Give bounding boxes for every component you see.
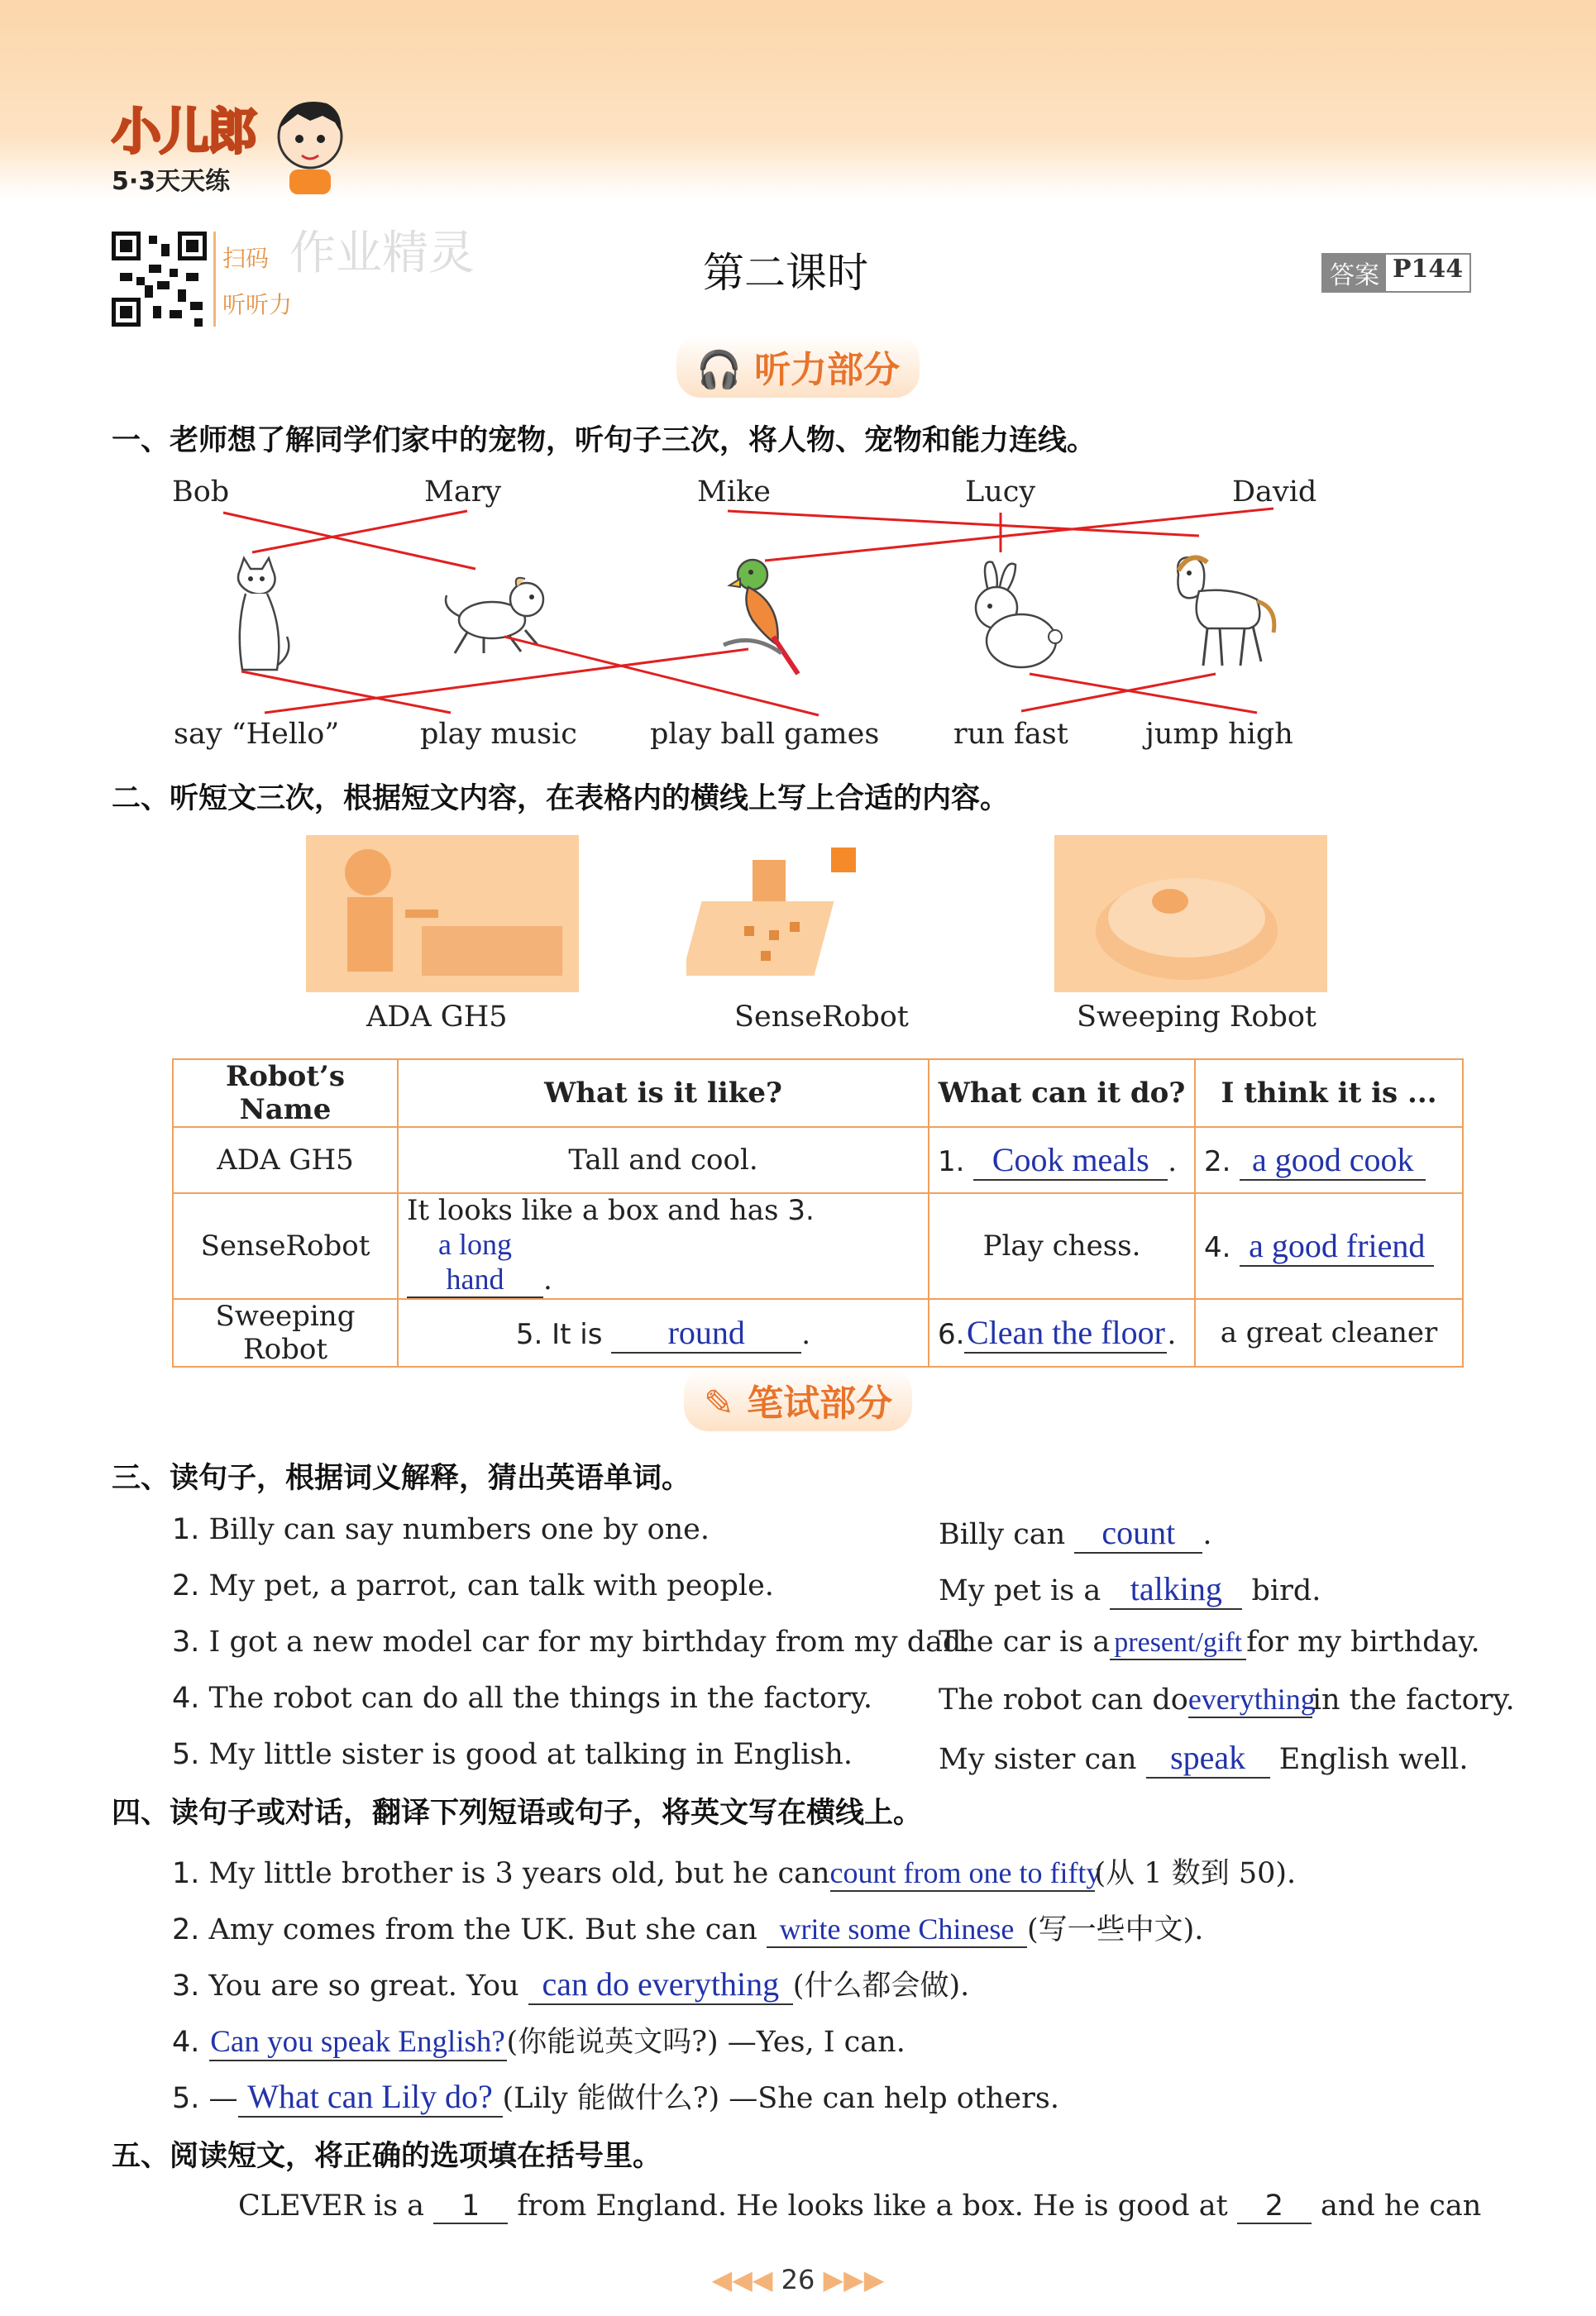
q1-heading: 一、老师想了解同学们家中的宠物，听句子三次，将人物、宠物和能力连线。 [112,424,1097,457]
answer-blank[interactable]: write some Chinese [767,1912,1027,1948]
q4-item [172,1850,1296,1892]
cell-text: 5. It is [515,1317,603,1351]
passage-blank[interactable]: 1 [433,2189,508,2224]
q3-answer-line [939,1569,1321,1610]
cell: Sweeping Robot [173,1299,398,1367]
q5-heading: 五、阅读短文，将正确的选项填在括号里。 [112,2140,662,2173]
answer-blank[interactable]: count from one to fifty [830,1855,1095,1892]
q4-item [172,1963,969,2005]
answer-prefix: My pet is a [939,1574,1101,1607]
col-header: What can it do? [929,1059,1195,1127]
pencil-icon: ✎ [703,1382,734,1425]
passage-blank[interactable]: 2 [1237,2189,1312,2224]
q3-item [172,1513,710,1546]
answer-blank[interactable]: can do everything [528,1965,793,2005]
item-sentence: My pet, a parrot, can talk with people. [208,1569,774,1602]
caption-ada: ADA GH5 [366,1000,508,1034]
cell-text: It looks like a box and has [407,1194,779,1227]
cell: 5. It is round . [398,1299,929,1367]
item-number: 2. [172,1569,200,1602]
answer-blank[interactable]: a good cook [1240,1140,1426,1181]
col-header: I think it is ... [1195,1059,1463,1127]
item-number: 5. [172,2082,200,2115]
name-bob: Bob [172,475,230,509]
name-david: David [1232,475,1317,509]
blank-number: 6. [938,1317,965,1351]
q3-item [172,1682,872,1715]
answer-blank[interactable]: Can you speak English? [209,2024,507,2061]
cell: It looks like a box and has 3.a long hand . [398,1193,929,1299]
answer-prefix: The robot can do [939,1683,1188,1717]
ability-say-hello: say “Hello” [174,718,340,751]
answer-blank[interactable]: Cook meals [973,1140,1168,1181]
match-line [252,511,467,552]
item-prefix: — [208,2082,238,2115]
answer-blank[interactable]: present/gift [1110,1627,1246,1660]
ability-run-fast: run fast [953,718,1068,751]
q3-answer-line [939,1738,1468,1779]
answer-prefix: Billy can [939,1518,1066,1551]
item-suffix: (你能说英文吗?) —Yes, I can. [506,2026,906,2059]
item-number: 1. [172,1857,200,1890]
item-number: 5. [172,1738,200,1771]
answer-suffix: bird. [1251,1574,1321,1607]
robot-image-sweeping [1054,835,1327,992]
answer-blank[interactable]: a good friend [1240,1226,1434,1267]
item-prefix: You are so great. You [208,1970,519,2003]
answer-blank[interactable]: What can Lily do? [238,2077,503,2118]
col-header: What is it like? [398,1059,929,1127]
caption-sweeping: Sweeping Robot [1077,1000,1316,1034]
answer-blank[interactable]: speak [1146,1738,1270,1779]
item-number: 3. [172,1970,200,2003]
robot-table [172,1058,1464,1368]
answer-blank[interactable]: round [611,1313,801,1354]
item-suffix: (什么都会做). [792,1970,970,2003]
cell [1195,1193,1463,1299]
lesson-title: 第二课时 [703,249,868,297]
left-arrows-icon: ◀◀◀ [711,2264,773,2295]
match-line [1021,674,1216,711]
q3-answer-line [939,1682,1515,1718]
q4-item [172,2075,1059,2118]
answer-blank[interactable]: a long hand [407,1227,543,1298]
right-arrows-icon: ▶▶▶ [823,2264,885,2295]
logo-sub: 5·3天天练 [112,167,231,196]
cell: Tall and cool. [398,1127,929,1193]
page-footer [0,2264,1596,2295]
q2-heading: 二、听短文三次，根据短文内容，在表格内的横线上写上合适的内容。 [112,782,1010,815]
q4-heading: 四、读句子或对话，翻译下列短语或句子，将英文写在横线上。 [112,1797,923,1830]
answer-blank[interactable]: count [1074,1513,1202,1554]
table-row [173,1127,1463,1193]
name-mike: Mike [697,475,771,509]
watermark: 作业精灵 [289,227,475,280]
scan-line1: 扫码 [222,245,270,272]
q3-item [172,1738,853,1771]
table-row [173,1193,1463,1299]
logo-main: 小儿郎 [112,103,256,161]
cell: Play chess. [929,1193,1195,1299]
table-row [173,1299,1463,1367]
cell [1195,1127,1463,1193]
q4-item [172,1907,1203,1948]
col-header: Robot’s Name [173,1059,398,1127]
item-prefix: Amy comes from the UK. But she can [208,1913,757,1946]
scan-line2: 听听力 [222,291,293,318]
answer-prefix: The car is a [939,1626,1111,1659]
cell: 6.Clean the floor. [929,1299,1195,1367]
match-line [265,649,748,713]
cell: a great cleaner [1195,1299,1463,1367]
answer-suffix: in the factory. [1312,1683,1515,1717]
item-suffix: (Lily 能做什么?) —She can help others. [502,2082,1059,2115]
item-number: 2. [172,1913,200,1946]
answer-label: 答案 [1323,255,1386,291]
ability-play-music: play music [420,718,577,751]
listening-banner-text: 听力部分 [754,349,901,391]
ability-jump-high: jump high [1145,718,1293,751]
q3-answer-line [939,1626,1480,1660]
item-number: 3. [172,1626,200,1659]
q3-heading: 三、读句子，根据词义解释，猜出英语单词。 [112,1462,691,1495]
answer-suffix: for my birthday. [1246,1626,1480,1659]
blank-number: 1. [938,1144,965,1178]
q4-item [172,2019,906,2061]
answer-blank[interactable]: everything [1188,1682,1312,1718]
item-number: 4. [172,2026,200,2059]
q3-item [172,1626,971,1659]
answer-suffix: . [1202,1518,1212,1551]
item-number: 1. [172,1513,200,1546]
item-sentence: I got a new model car for my birthday from my dad. [208,1626,971,1659]
blank-number: 2. [1204,1144,1231,1178]
answer-prefix: My sister can [939,1743,1137,1776]
item-sentence: Billy can say numbers one by one. [208,1513,710,1546]
item-number: 4. [172,1682,200,1715]
answer-suffix: English well. [1278,1743,1469,1776]
cell: ADA GH5 [173,1127,398,1193]
passage-text: CLEVER is a [238,2189,425,2223]
passage-text: and he can [1320,2189,1482,2223]
answer-page: P144 [1393,255,1464,284]
blank-number: 3. [787,1194,815,1227]
page-number: 26 [781,2264,815,2295]
robot-image-ada [306,835,579,992]
match-line [223,513,475,569]
answer-blank[interactable]: Clean the floor [964,1313,1167,1354]
robot-image-senserobot [686,835,951,992]
item-suffix: (写一些中文). [1026,1913,1204,1946]
answer-blank[interactable]: talking [1110,1569,1242,1610]
caption-senserobot: SenseRobot [734,1000,909,1034]
passage-text: from England. He looks like a box. He is good at [517,2189,1228,2223]
written-banner-text: 笔试部分 [747,1382,893,1425]
name-lucy: Lucy [965,475,1036,509]
q3-item [172,1569,774,1602]
ability-play-ball-games: play ball games [650,718,880,751]
match-line [1030,674,1257,713]
name-mary: Mary [424,475,502,509]
q5-passage-line [238,2189,1481,2224]
headphone-icon: 🎧 [695,349,742,391]
item-suffix: (从 1 数到 50). [1094,1857,1297,1890]
item-sentence: My little sister is good at talking in English. [208,1738,853,1771]
item-sentence: The robot can do all the things in the factory. [208,1682,872,1715]
q3-answer-line [939,1513,1212,1554]
written-banner [0,1368,1596,1431]
item-prefix: My little brother is 3 years old, but he can [208,1857,830,1890]
blank-number: 4. [1204,1230,1231,1264]
cell: 1. Cook meals . [929,1127,1195,1193]
cell: SenseRobot [173,1193,398,1299]
table-header-row [173,1059,1463,1127]
